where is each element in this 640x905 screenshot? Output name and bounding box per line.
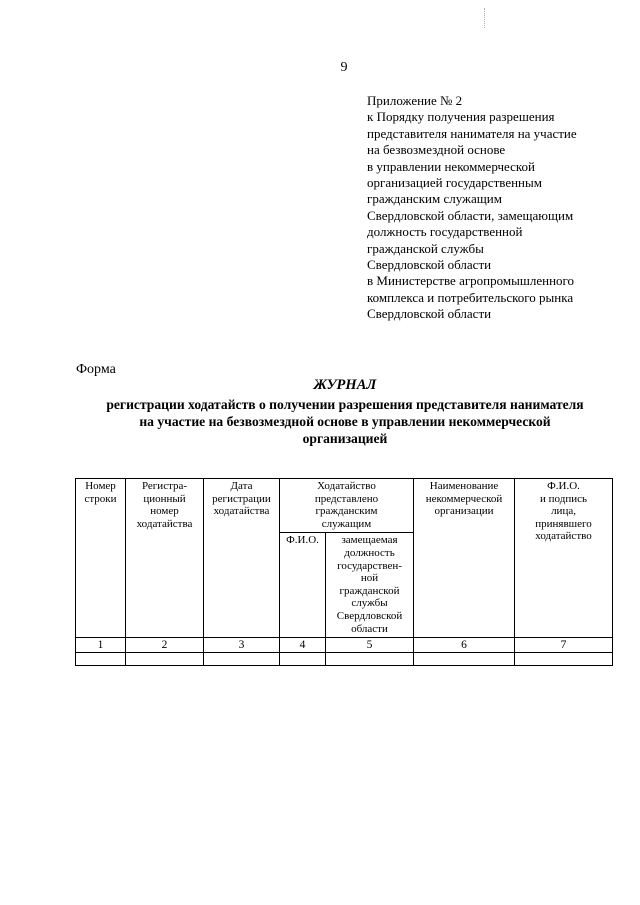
journal-subtitle — [40, 396, 640, 447]
appendix-line: представителя нанимателя на участие — [367, 125, 577, 141]
appendix-line: комплекса и потребительского рынка — [367, 289, 574, 305]
header-receiver-signature: Ф.И.О. и подпись лица, принявшего ходатайство — [515, 479, 613, 638]
journal-subtitle-line: организацией — [302, 431, 388, 446]
page-number: 9 — [340, 60, 348, 75]
appendix-line: гражданским служащим — [367, 191, 502, 207]
column-number: 7 — [515, 638, 613, 653]
appendix-line: в Министерстве агропромышленного — [367, 273, 575, 289]
empty-cell — [280, 653, 326, 666]
appendix-line: организацией государственным — [367, 175, 542, 191]
header-employee-position: замещаемая должность государствен- ной гражданской службы Свердловской области — [326, 533, 414, 638]
header-registration-date: Дата регистрации ходатайства — [204, 479, 280, 638]
empty-cell — [204, 653, 280, 666]
journal-subtitle-line: на участие на безвозмездной основе в управлении некоммерческой — [139, 414, 551, 429]
table-header-row — [76, 479, 613, 533]
column-number: 3 — [204, 638, 280, 653]
header-petition-submitted-by: Ходатайство представлено гражданским служащим — [280, 479, 414, 533]
header-employee-name: Ф.И.О. — [280, 533, 326, 638]
column-number: 5 — [326, 638, 414, 653]
form-label: Форма — [76, 362, 116, 377]
empty-cell — [515, 653, 613, 666]
appendix-line: Приложение № 2 — [367, 93, 463, 108]
journal-subtitle-line: регистрации ходатайств о получении разрешения представителя нанимателя — [106, 397, 584, 412]
scan-artifact-mark — [484, 8, 486, 28]
journal-title: ЖУРНАЛ — [313, 377, 377, 393]
appendix-reference-block — [367, 93, 632, 323]
column-number: 2 — [126, 638, 204, 653]
appendix-line: к Порядку получения разрешения — [367, 109, 555, 125]
column-number-row — [76, 638, 613, 653]
appendix-line: Свердловской области, замещающим — [367, 207, 574, 223]
header-row-number: Номер строки — [76, 479, 126, 638]
appendix-line: должность государственной — [367, 224, 523, 240]
appendix-line: гражданской службы — [367, 240, 484, 256]
appendix-line: Свердловской области — [367, 306, 492, 322]
header-registration-number: Регистра- ционный номер ходатайства — [126, 479, 204, 638]
table-empty-row — [76, 653, 613, 666]
column-number: 6 — [414, 638, 515, 653]
empty-cell — [414, 653, 515, 666]
empty-cell — [326, 653, 414, 666]
column-number: 4 — [280, 638, 326, 653]
column-number: 1 — [76, 638, 126, 653]
empty-cell — [126, 653, 204, 666]
appendix-line: Свердловской области — [367, 257, 492, 273]
header-organization-name: Наименование некоммерческой организации — [414, 479, 515, 638]
appendix-line: на безвозмездной основе — [367, 142, 506, 158]
empty-cell — [76, 653, 126, 666]
appendix-line: в управлении некоммерческой — [367, 158, 536, 174]
registration-journal-table — [75, 478, 613, 666]
